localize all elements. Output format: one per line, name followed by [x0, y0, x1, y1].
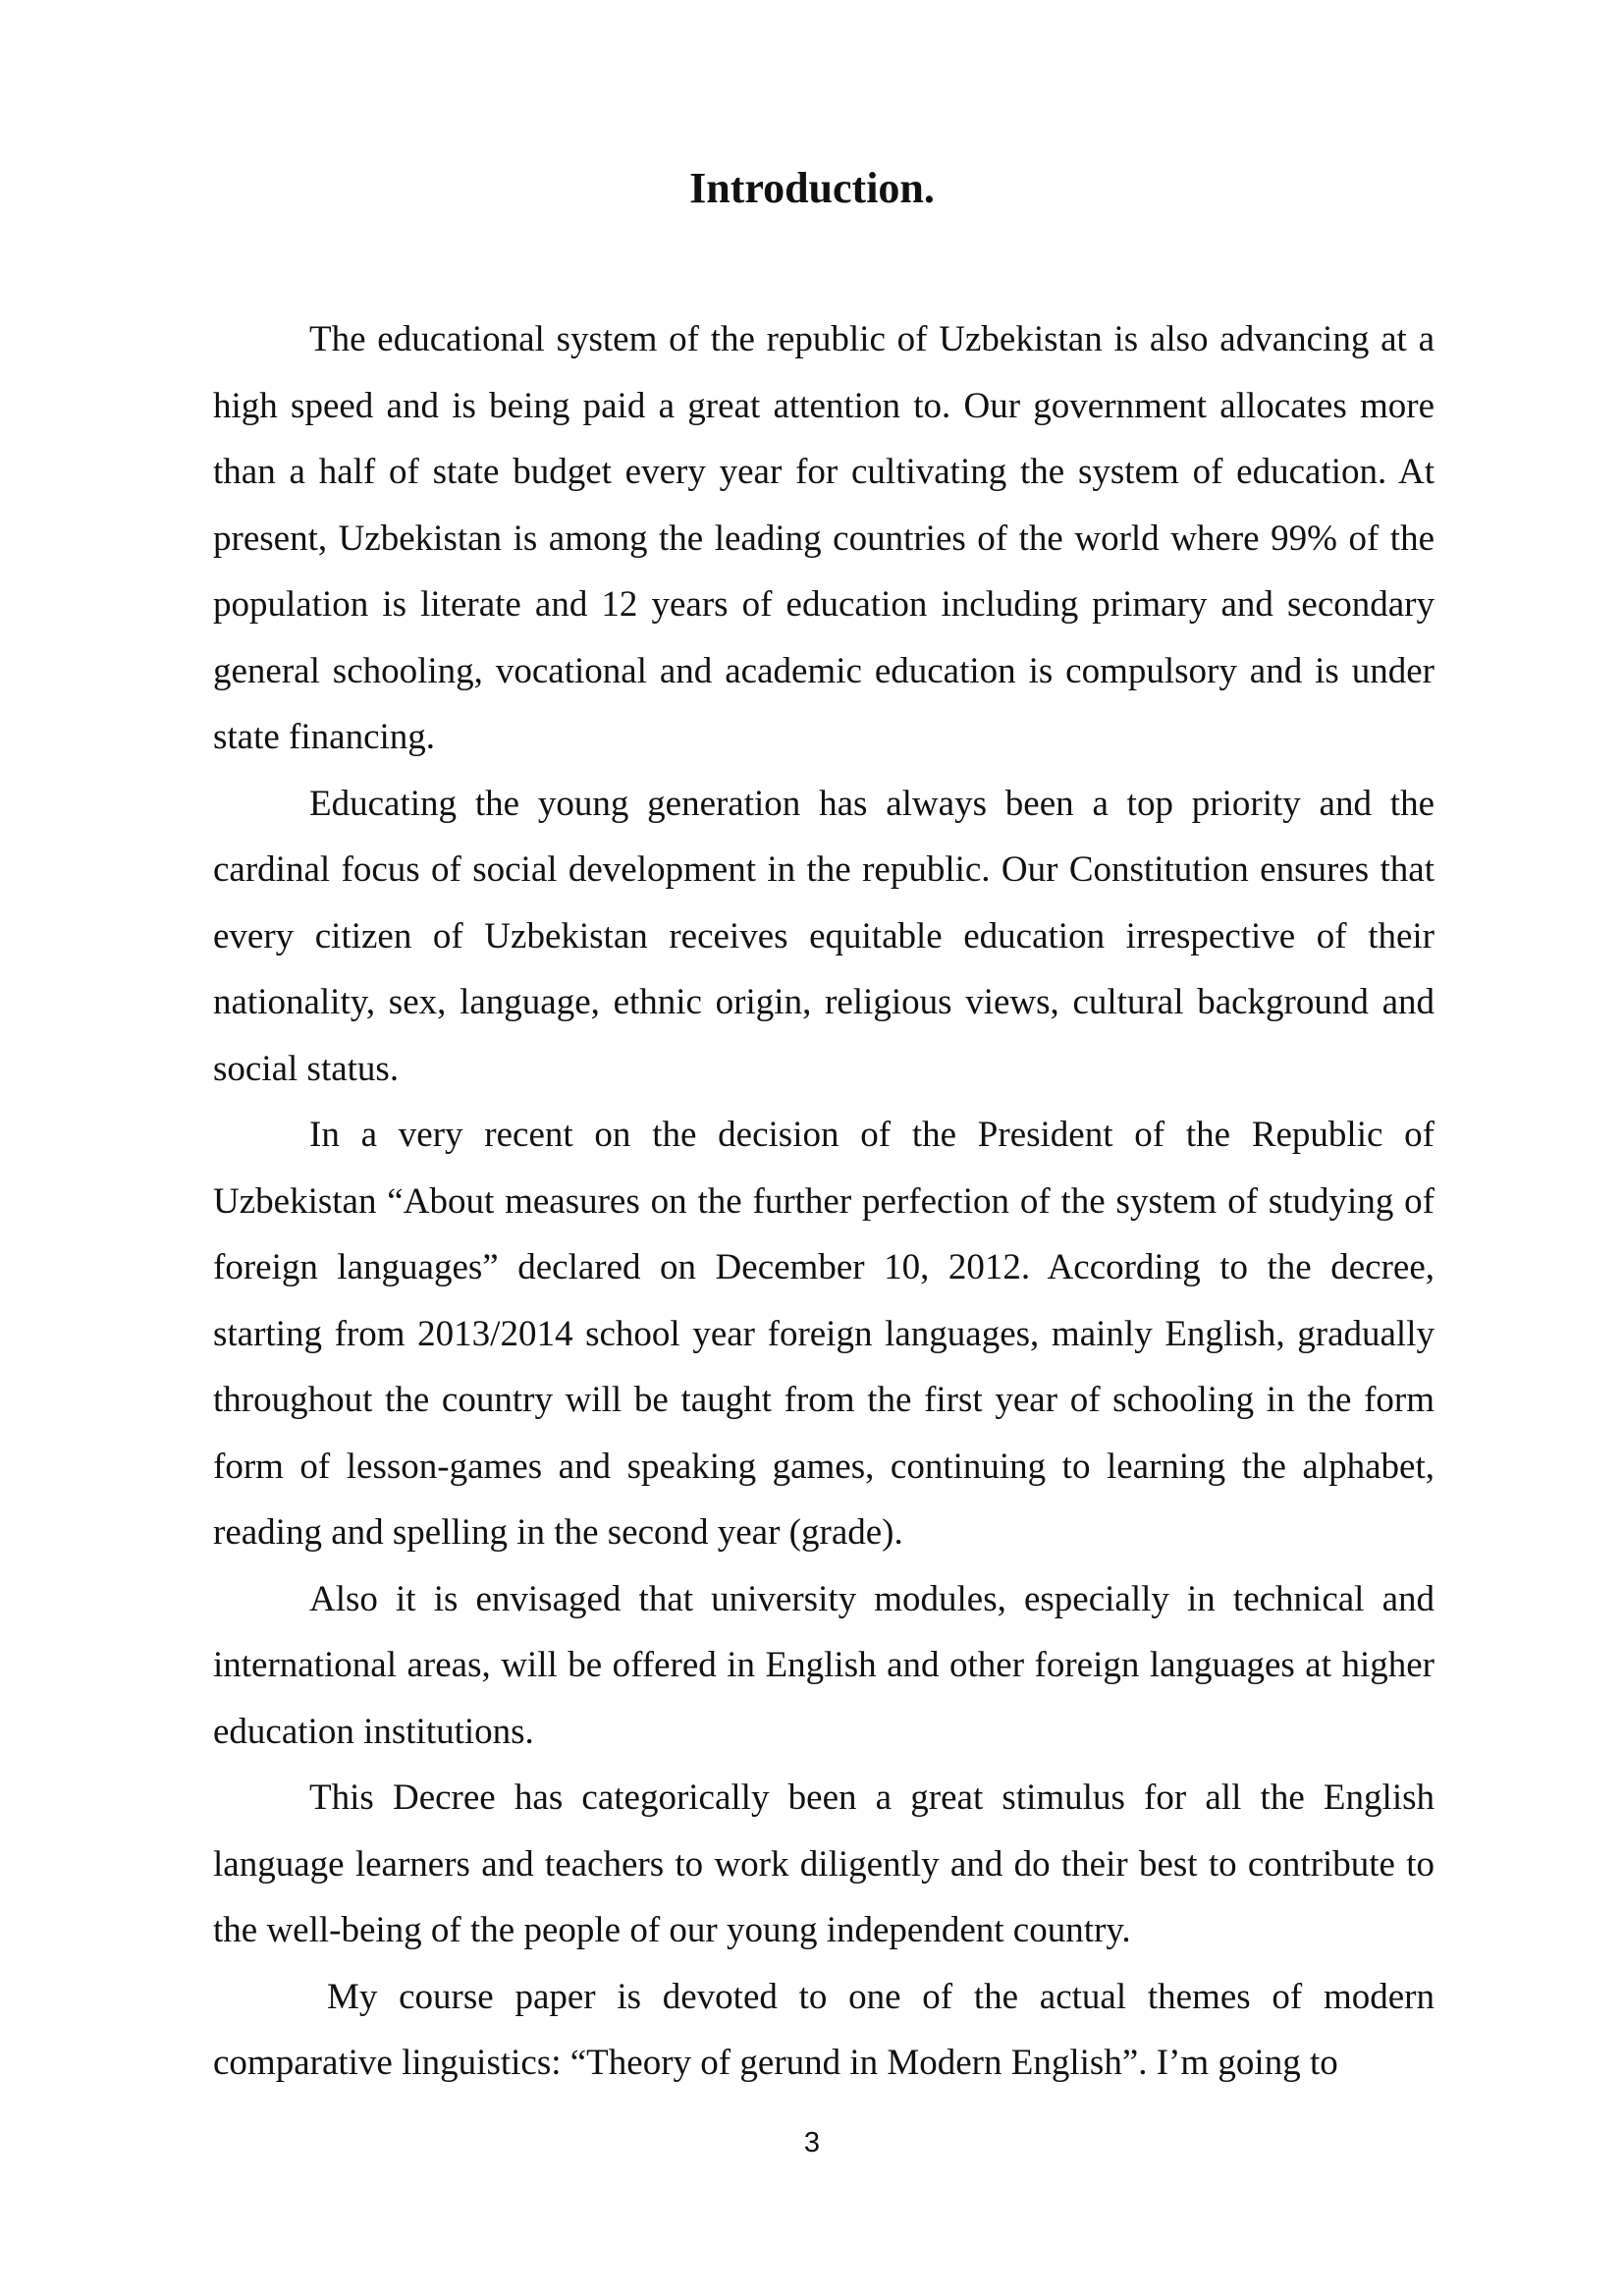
page-title: Introduction.: [689, 164, 935, 212]
paragraph: In a very recent on the decision of the President of the Republic of Uzbekistan “About measures on the further perfection of the system of studying of foreign languages” declared on December 10, 2012. According to the decree, starting from 2013/2014 school year foreign languages, mainly English, gradually throughout the country will be taught from the first year of schooling in the form form of lesson-games and speaking games, continuing to learning the alphabet, reading and spelling in the second year (grade).: [213, 1115, 1435, 1553]
paragraph: This Decree has categorically been a great stimulus for all the English language learners and teachers to work diligently and do their best to contribute to the well-being of the people of our young independent country.: [213, 1777, 1435, 1950]
paragraph: Also it is envisaged that university modules, especially in technical and international areas, will be offered in English and other foreign languages at higher education institutions.: [213, 1578, 1435, 1752]
page-number: 3: [803, 2127, 821, 2159]
paragraph: Educating the young generation has always been a top priority and the cardinal focus of social development in the republic. Our Constitution ensures that every citizen of Uzbekistan receives equitable education irrespective of their nationality, sex, language, ethnic origin, religious views, cultural background and social status.: [213, 783, 1435, 1089]
document-body: [213, 306, 1435, 2097]
paragraph: My course paper is devoted to one of the actual themes of modern comparative linguistics: “Theory of gerund in Modern English”. I’m going to: [213, 1976, 1435, 2083]
paragraph: The educational system of the republic of Uzbekistan is also advancing at a high speed and is being paid a great attention to. Our government allocates more than a half of state budget every year for cultivating the system of education. At present, Uzbekistan is among the leading countries of the world where 99% of the population is literate and 12 years of education including primary and secondary general schooling, vocational and academic education is compulsory and is under state financing.: [213, 319, 1435, 757]
